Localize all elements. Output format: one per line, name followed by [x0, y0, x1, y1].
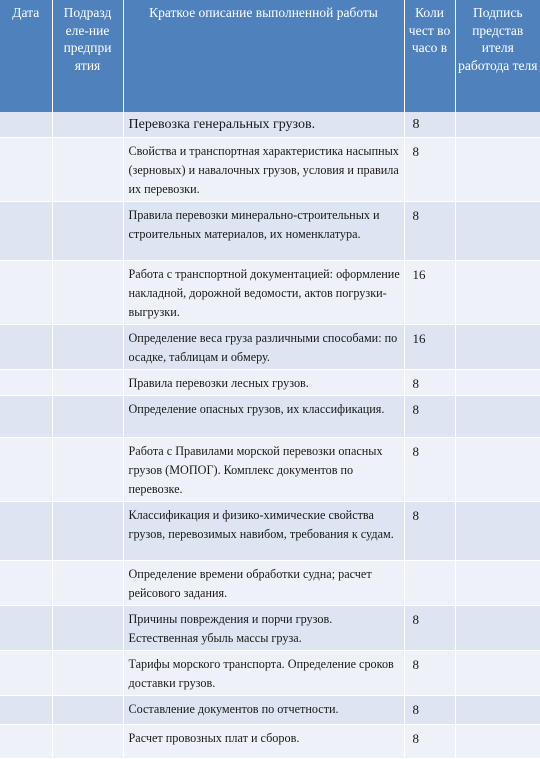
cell-date	[0, 560, 52, 605]
cell-date	[0, 201, 52, 260]
table-row	[0, 501, 540, 560]
cell-date	[0, 724, 52, 758]
table-row	[0, 724, 540, 758]
cell-signature	[455, 605, 540, 650]
cell-hours: 8	[404, 137, 455, 201]
cell-hours: 8	[404, 437, 455, 501]
cell-description: Правила перевозки лесных грузов.	[123, 369, 404, 395]
cell-description: Работа с Правилами морской перевозки опасных грузов (МОПОГ). Комплекс документов по перевозке.	[123, 437, 404, 501]
table-row	[0, 137, 540, 201]
cell-hours: 8	[404, 112, 455, 137]
table-row	[0, 324, 540, 369]
cell-signature	[455, 501, 540, 560]
cell-description: Определение опасных грузов, их классификация.	[123, 395, 404, 437]
cell-description: Перевозка генеральных грузов.	[123, 112, 404, 137]
cell-signature	[455, 369, 540, 395]
cell-description: Тарифы морского транспорта. Определение сроков доставки грузов.	[123, 650, 404, 695]
cell-hours: 8	[404, 650, 455, 695]
cell-description: Свойства и транспортная характеристика насыпных (зерновых) и навалочных грузов, условия и правила их перевозки.	[123, 137, 404, 201]
cell-description: Определение времени обработки судна; расчет рейсового задания.	[123, 560, 404, 605]
cell-department	[52, 650, 123, 695]
cell-signature	[455, 137, 540, 201]
cell-signature	[455, 437, 540, 501]
cell-hours: 8	[404, 605, 455, 650]
table-row	[0, 560, 540, 605]
header-department: Подразд еле-ние предпри ятия	[52, 0, 123, 112]
table-body	[0, 112, 540, 758]
cell-description: Классификация и физико-химические свойства грузов, перевозимых навибом, требования к судам.	[123, 501, 404, 560]
cell-date	[0, 437, 52, 501]
cell-hours: 8	[404, 501, 455, 560]
cell-signature	[455, 112, 540, 137]
cell-signature	[455, 650, 540, 695]
table-row	[0, 260, 540, 324]
header-signature: Подпись представ ителя работода теля	[455, 0, 540, 112]
header-hours: Коли чест во часо в	[404, 0, 455, 112]
cell-department	[52, 112, 123, 137]
cell-department	[52, 137, 123, 201]
cell-date	[0, 395, 52, 437]
cell-date	[0, 650, 52, 695]
cell-hours: 8	[404, 201, 455, 260]
table-row	[0, 112, 540, 137]
cell-description: Расчет провозных плат и сборов.	[123, 724, 404, 758]
table-row	[0, 395, 540, 437]
cell-department	[52, 260, 123, 324]
cell-hours: 8	[404, 724, 455, 758]
cell-hours: 16	[404, 260, 455, 324]
cell-department	[52, 724, 123, 758]
cell-date	[0, 605, 52, 650]
cell-hours: 8	[404, 369, 455, 395]
cell-department	[52, 369, 123, 395]
cell-signature	[455, 201, 540, 260]
cell-description: Определение веса груза различными способами: по осадке, таблицам и обмеру.	[123, 324, 404, 369]
cell-description: Правила перевозки минерально-строительных и строительных материалов, их номенклатура.	[123, 201, 404, 260]
cell-department	[52, 605, 123, 650]
cell-date	[0, 137, 52, 201]
table-row	[0, 605, 540, 650]
cell-description: Составление документов по отчетности.	[123, 695, 404, 724]
header-date: Дата	[0, 0, 52, 112]
cell-hours: 8	[404, 395, 455, 437]
cell-signature	[455, 724, 540, 758]
cell-hours: 8	[404, 695, 455, 724]
cell-description: Работа с транспортной документацией: оформление накладной, дорожной ведомости, актов погрузки-выгрузки.	[123, 260, 404, 324]
cell-department	[52, 437, 123, 501]
cell-date	[0, 260, 52, 324]
header-row	[0, 0, 540, 112]
cell-department	[52, 395, 123, 437]
cell-date	[0, 369, 52, 395]
table-header	[0, 0, 540, 112]
cell-department	[52, 324, 123, 369]
cell-date	[0, 112, 52, 137]
cell-signature	[455, 560, 540, 605]
table-row	[0, 369, 540, 395]
cell-department	[52, 501, 123, 560]
cell-hours	[404, 560, 455, 605]
header-description: Краткое описание выполненной работы	[123, 0, 404, 112]
cell-hours: 16	[404, 324, 455, 369]
table-row	[0, 650, 540, 695]
cell-description: Причины повреждения и порчи грузов. Естественная убыль массы груза.	[123, 605, 404, 650]
cell-department	[52, 560, 123, 605]
cell-department	[52, 201, 123, 260]
cell-signature	[455, 324, 540, 369]
cell-date	[0, 501, 52, 560]
cell-signature	[455, 395, 540, 437]
table-row	[0, 437, 540, 501]
table-row	[0, 201, 540, 260]
cell-signature	[455, 260, 540, 324]
cell-date	[0, 324, 52, 369]
